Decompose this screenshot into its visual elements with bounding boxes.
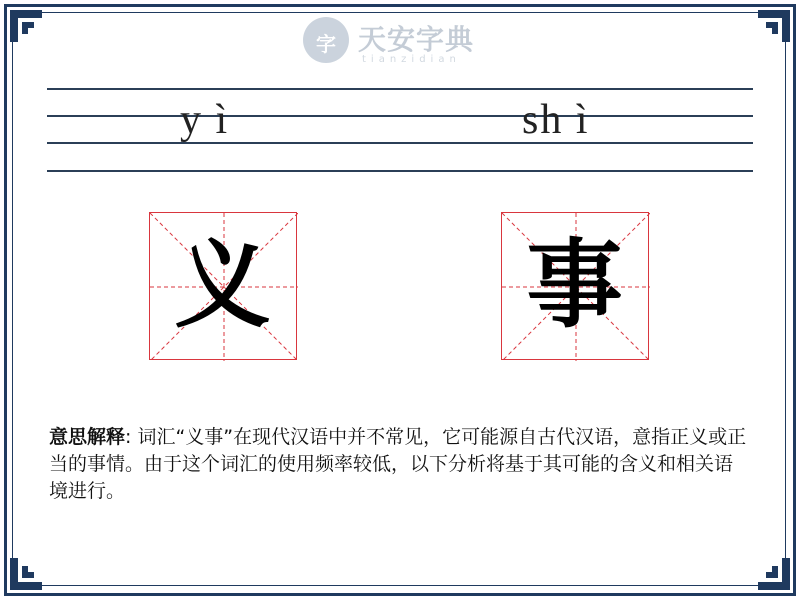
explanation-text: : 词汇“义事”在现代汉语中并不常见，它可能源自古代汉语，意指正义或正当的事情。由于这个词汇的使用频率较低，以下分析将基于其可能的含义和相关语境进行。 — [49, 426, 747, 502]
logo-badge-icon — [303, 17, 349, 63]
explanation — [49, 424, 749, 505]
pinyin-staff — [47, 88, 753, 174]
corner-ornament-icon — [6, 554, 46, 594]
logo-subtitle: tianzidian — [362, 54, 461, 65]
pinyin-1: y ì — [180, 97, 230, 143]
corner-ornament-icon — [754, 6, 794, 46]
character-1: 义 — [174, 229, 271, 341]
logo-badge-text: 字 — [316, 32, 336, 56]
character-2: 事 — [526, 229, 623, 341]
site-logo — [300, 14, 500, 72]
staff-line — [47, 170, 753, 172]
character-grid-1 — [149, 212, 297, 360]
corner-ornament-icon — [754, 554, 794, 594]
staff-line — [47, 88, 753, 90]
staff-line — [47, 115, 753, 117]
staff-line — [47, 142, 753, 144]
character-grid-2 — [501, 212, 649, 360]
logo-title: 天安字典 — [358, 23, 475, 56]
corner-ornament-icon — [6, 6, 46, 46]
pinyin-2: sh ì — [522, 97, 590, 143]
explanation-label: 意思解释 — [49, 426, 126, 448]
